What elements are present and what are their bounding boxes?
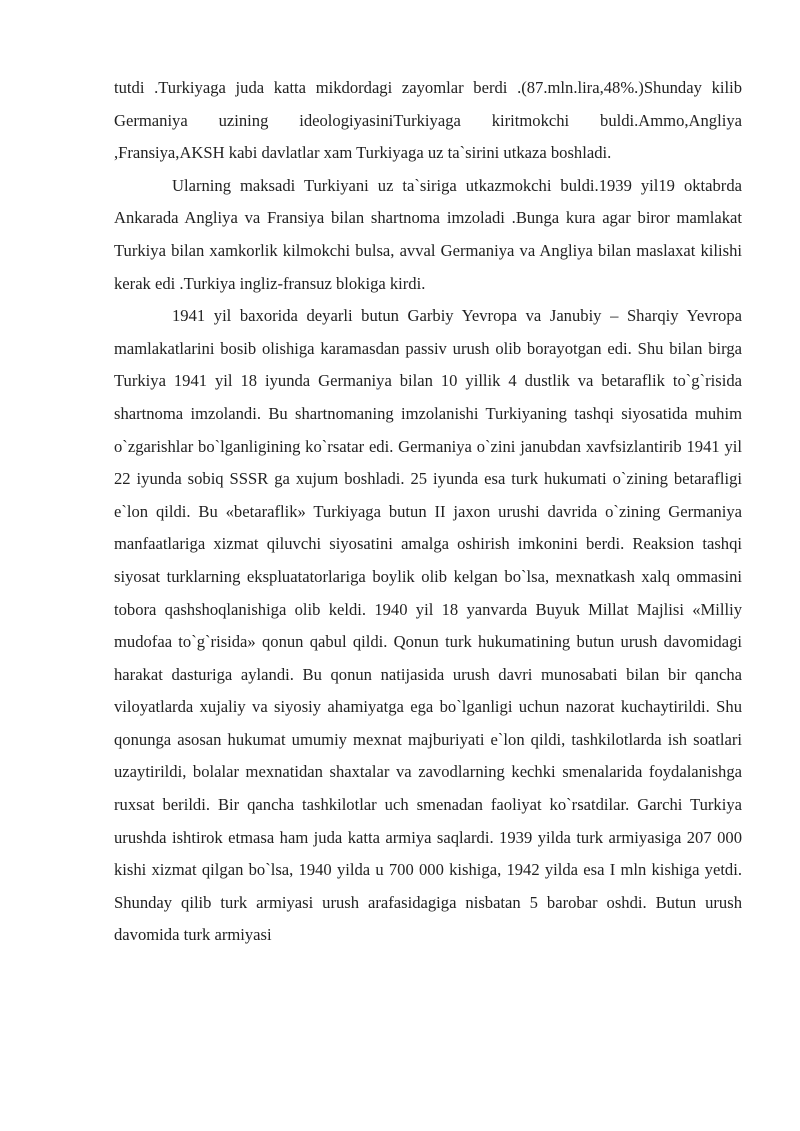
paragraph-ankara-treaty: Ularning maksadi Turkiyani uz ta`siriga utkazmokchi buldi.1939 yil19 oktabrda Ankarada Angliya va Fransiya bilan shartnoma imzoladi .Bunga kura agar biror mamlakat Turkiya bilan xamkorlik kilmokchi bulsa, avval Germaniya va Angliya bilan maslaxat kilishi kerak edi .Turkiya ingliz-fransuz blokiga kirdi. xyxy=(114,175,742,293)
paragraph-continuation: tutdi .Turkiyaga juda katta mikdordagi zayomlar berdi .(87.mln.lira,48%.)Shunday kilib Germaniya uzining ideologiyasiniTurkiyaga kiritmokchi buldi.Ammo,Angliya ,Fransiya,AKSH kabi davlatlar xam Turkiyaga uz ta`sirini utkaza boshladi. xyxy=(114,78,742,163)
document-page xyxy=(114,72,742,952)
paragraph-neutrality: 1941 yil baxorida deyarli butun Garbiy Yevropa va Janubiy – Sharqiy Yevropa mamlakatlarini bosib olishiga karamasdan passiv urush olib borayotgan edi. Shu bilan birga Turkiya 1941 yil 18 iyunda Germaniya bilan 10 yillik 4 dustlik va betaraflik to`g`risida shartnoma imzolandi. Bu shartnomaning imzolanishi Turkiyaning tashqi siyosatida muhim o`zgarishlar bo`lganligining ko`rsatar edi. Germaniya o`zini janubdan xavfsizlantirib 1941 yil 22 iyunda sobiq SSSR ga xujum boshladi. 25 iyunda esa turk hukumati o`zining betarafligi e`lon qildi. Bu «betaraflik» Turkiyaga butun II jaxon urushi davrida o`zining Germaniya manfaatlariga xizmat qiluvchi siyosatini amalga oshirish imkonini berdi. Reaksion tashqi siyosat turklarning ekspluatatorlariga boylik olib kelgan bo`lsa, mexnatkash xalq ommasini tobora qashshoqlanishiga olib keldi. 1940 yil 18 yanvarda Buyuk Millat Majlisi «Milliy mudofaa to`g`risida» qonun qabul qildi. Qonun turk hukumatining butun urush davomidagi harakat dasturiga aylandi. Bu qonun natijasida urush davri munosabati bilan bir qancha viloyatlarda xujaliy va siyosiy ahamiyatga ega bo`lganligi uchun nazorat kuchaytirildi. Shu qonunga asosan hukumat umumiy mexnat majburiyati e`lon qildi, tashkilotlarda ish soatlari uzaytirildi, bolalar mexnatidan shaxtalar va zavodlarning kechki smenalarida foydalanishga ruxsat berildi. Bir qancha tashkilotlar uch smenadan faoliyat ko`rsatdilar. Garchi Turkiya urushda ishtirok etmasa ham juda katta armiya saqlardi. 1939 yilda turk armiyasiga 207 000 kishi xizmat qilgan bo`lsa, 1940 yilda u 700 000 kishiga, 1942 yilda esa I mln kishiga yetdi. Shunday qilib turk armiyasi urush arafasidagiga nisbatan 5 barobar oshdi. Butun urush davomida turk armiyasi xyxy=(114,306,742,945)
